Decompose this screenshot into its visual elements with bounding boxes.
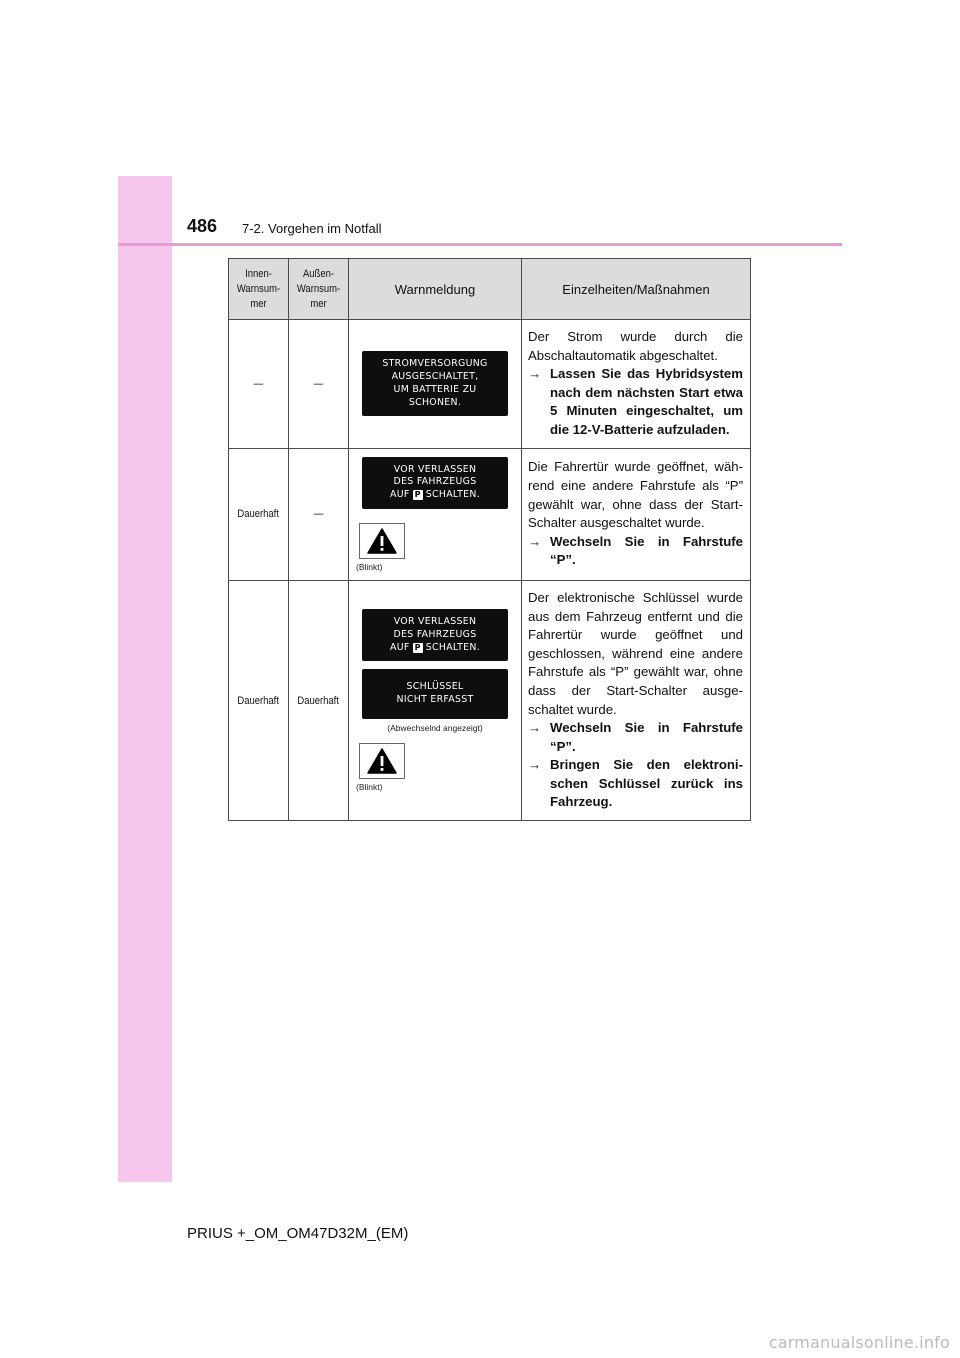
table-row <box>229 320 751 449</box>
inner-buzzer-cell: — <box>229 320 289 449</box>
header-outer-buzzer: Außen- Warnsum- mer <box>289 259 349 320</box>
icon-caption: (Blinkt) <box>356 782 383 792</box>
table-row <box>229 580 751 820</box>
display-key-not-detected: SCHLÜSSEL NICHT ERFASST <box>362 669 508 719</box>
details-cell: Die Fahrertür wurde geöffnet, wäh-rend eine andere Fahrstufe als “P” gewählt war, ohne dass der Start-Schalter ausgeschaltet wurde. → Wechseln Sie in Fahrstufe “P”. <box>522 448 751 580</box>
message-cell <box>349 580 522 820</box>
warning-triangle-icon <box>367 748 397 774</box>
section-title: 7-2. Vorgehen im Notfall <box>242 221 382 236</box>
outer-buzzer-cell: Dauerhaft <box>289 580 349 820</box>
action-item: → Lassen Sie das Hybridsystem nach dem nächsten Start etwa 5 Minuten eingeschaltet, um die 12-V-Batterie aufzuladen. <box>528 366 743 437</box>
outer-buzzer-cell: — <box>289 320 349 449</box>
header-details: Einzelheiten/Maßnahmen <box>522 259 751 320</box>
details-cell: Der elektronische Schlüssel wurde aus dem Fahrzeug entfernt und die Fahrertür wurde geöffnet und geschlossen, während eine andere Fahrstufe als “P” gewählt war, ohne dass der Start-Schalter ausge-schaltet wurde. → Wechseln Sie in Fahrstufe “P”. → Bringen Sie den elektroni-schen Schlüssel zurück ins Fahrzeug. <box>522 580 751 820</box>
details-cell: Der Strom wurde durch die Abschaltautomatik abgeschaltet. → Lassen Sie das Hybridsystem nach dem nächsten Start etwa 5 Minuten eingeschaltet, um die 12-V-Batterie aufzuladen. <box>522 320 751 449</box>
park-badge-icon: P <box>414 490 421 500</box>
header-inner-buzzer: Innen- Warnsum- mer <box>229 259 289 320</box>
action-item: → Wechseln Sie in Fahrstufe “P”. <box>528 533 743 568</box>
outer-buzzer-cell: — <box>289 448 349 580</box>
alternating-caption: (Abwechselnd angezeigt) <box>387 723 483 733</box>
arrow-right-icon: → <box>528 720 542 736</box>
header-message: Warnmeldung <box>349 259 522 320</box>
document-code: PRIUS +_OM_OM47D32M_(EM) <box>187 1225 409 1242</box>
icon-caption: (Blinkt) <box>356 561 383 572</box>
arrow-right-icon: → <box>528 533 542 549</box>
action-item: → Bringen Sie den elektroni-schen Schlüssel zurück ins Fahrzeug. <box>528 757 743 810</box>
chapter-side-bar <box>118 176 172 1182</box>
message-cell <box>349 448 522 580</box>
display-shift-to-p: VOR VERLASSEN DES FAHRZEUGS AUF P SCHALTEN. <box>362 457 508 509</box>
table-header-row <box>229 259 751 320</box>
arrow-right-icon: → <box>528 757 542 773</box>
warning-triangle-icon <box>367 528 397 554</box>
watermark: carmanualsonline.info <box>768 1333 950 1352</box>
inner-buzzer-cell: Dauerhaft <box>229 580 289 820</box>
inner-buzzer-cell: Dauerhaft <box>229 448 289 580</box>
header-divider <box>118 243 842 246</box>
page-number: 486 <box>187 216 218 236</box>
arrow-right-icon: → <box>528 366 542 382</box>
display-shift-to-p: VOR VERLASSEN DES FAHRZEUGS AUF P SCHALTEN. <box>362 609 508 661</box>
table-row <box>229 448 751 580</box>
warning-table <box>228 258 751 821</box>
warning-light-box <box>359 743 405 779</box>
display-power-off: STROMVERSORGUNG AUSGESCHALTET, UM BATTERIE ZU SCHONEN. <box>362 351 508 416</box>
warning-light-box <box>359 523 405 559</box>
message-cell <box>349 320 522 449</box>
park-badge-icon: P <box>414 642 421 652</box>
action-item: → Wechseln Sie in Fahrstufe “P”. <box>528 720 743 754</box>
